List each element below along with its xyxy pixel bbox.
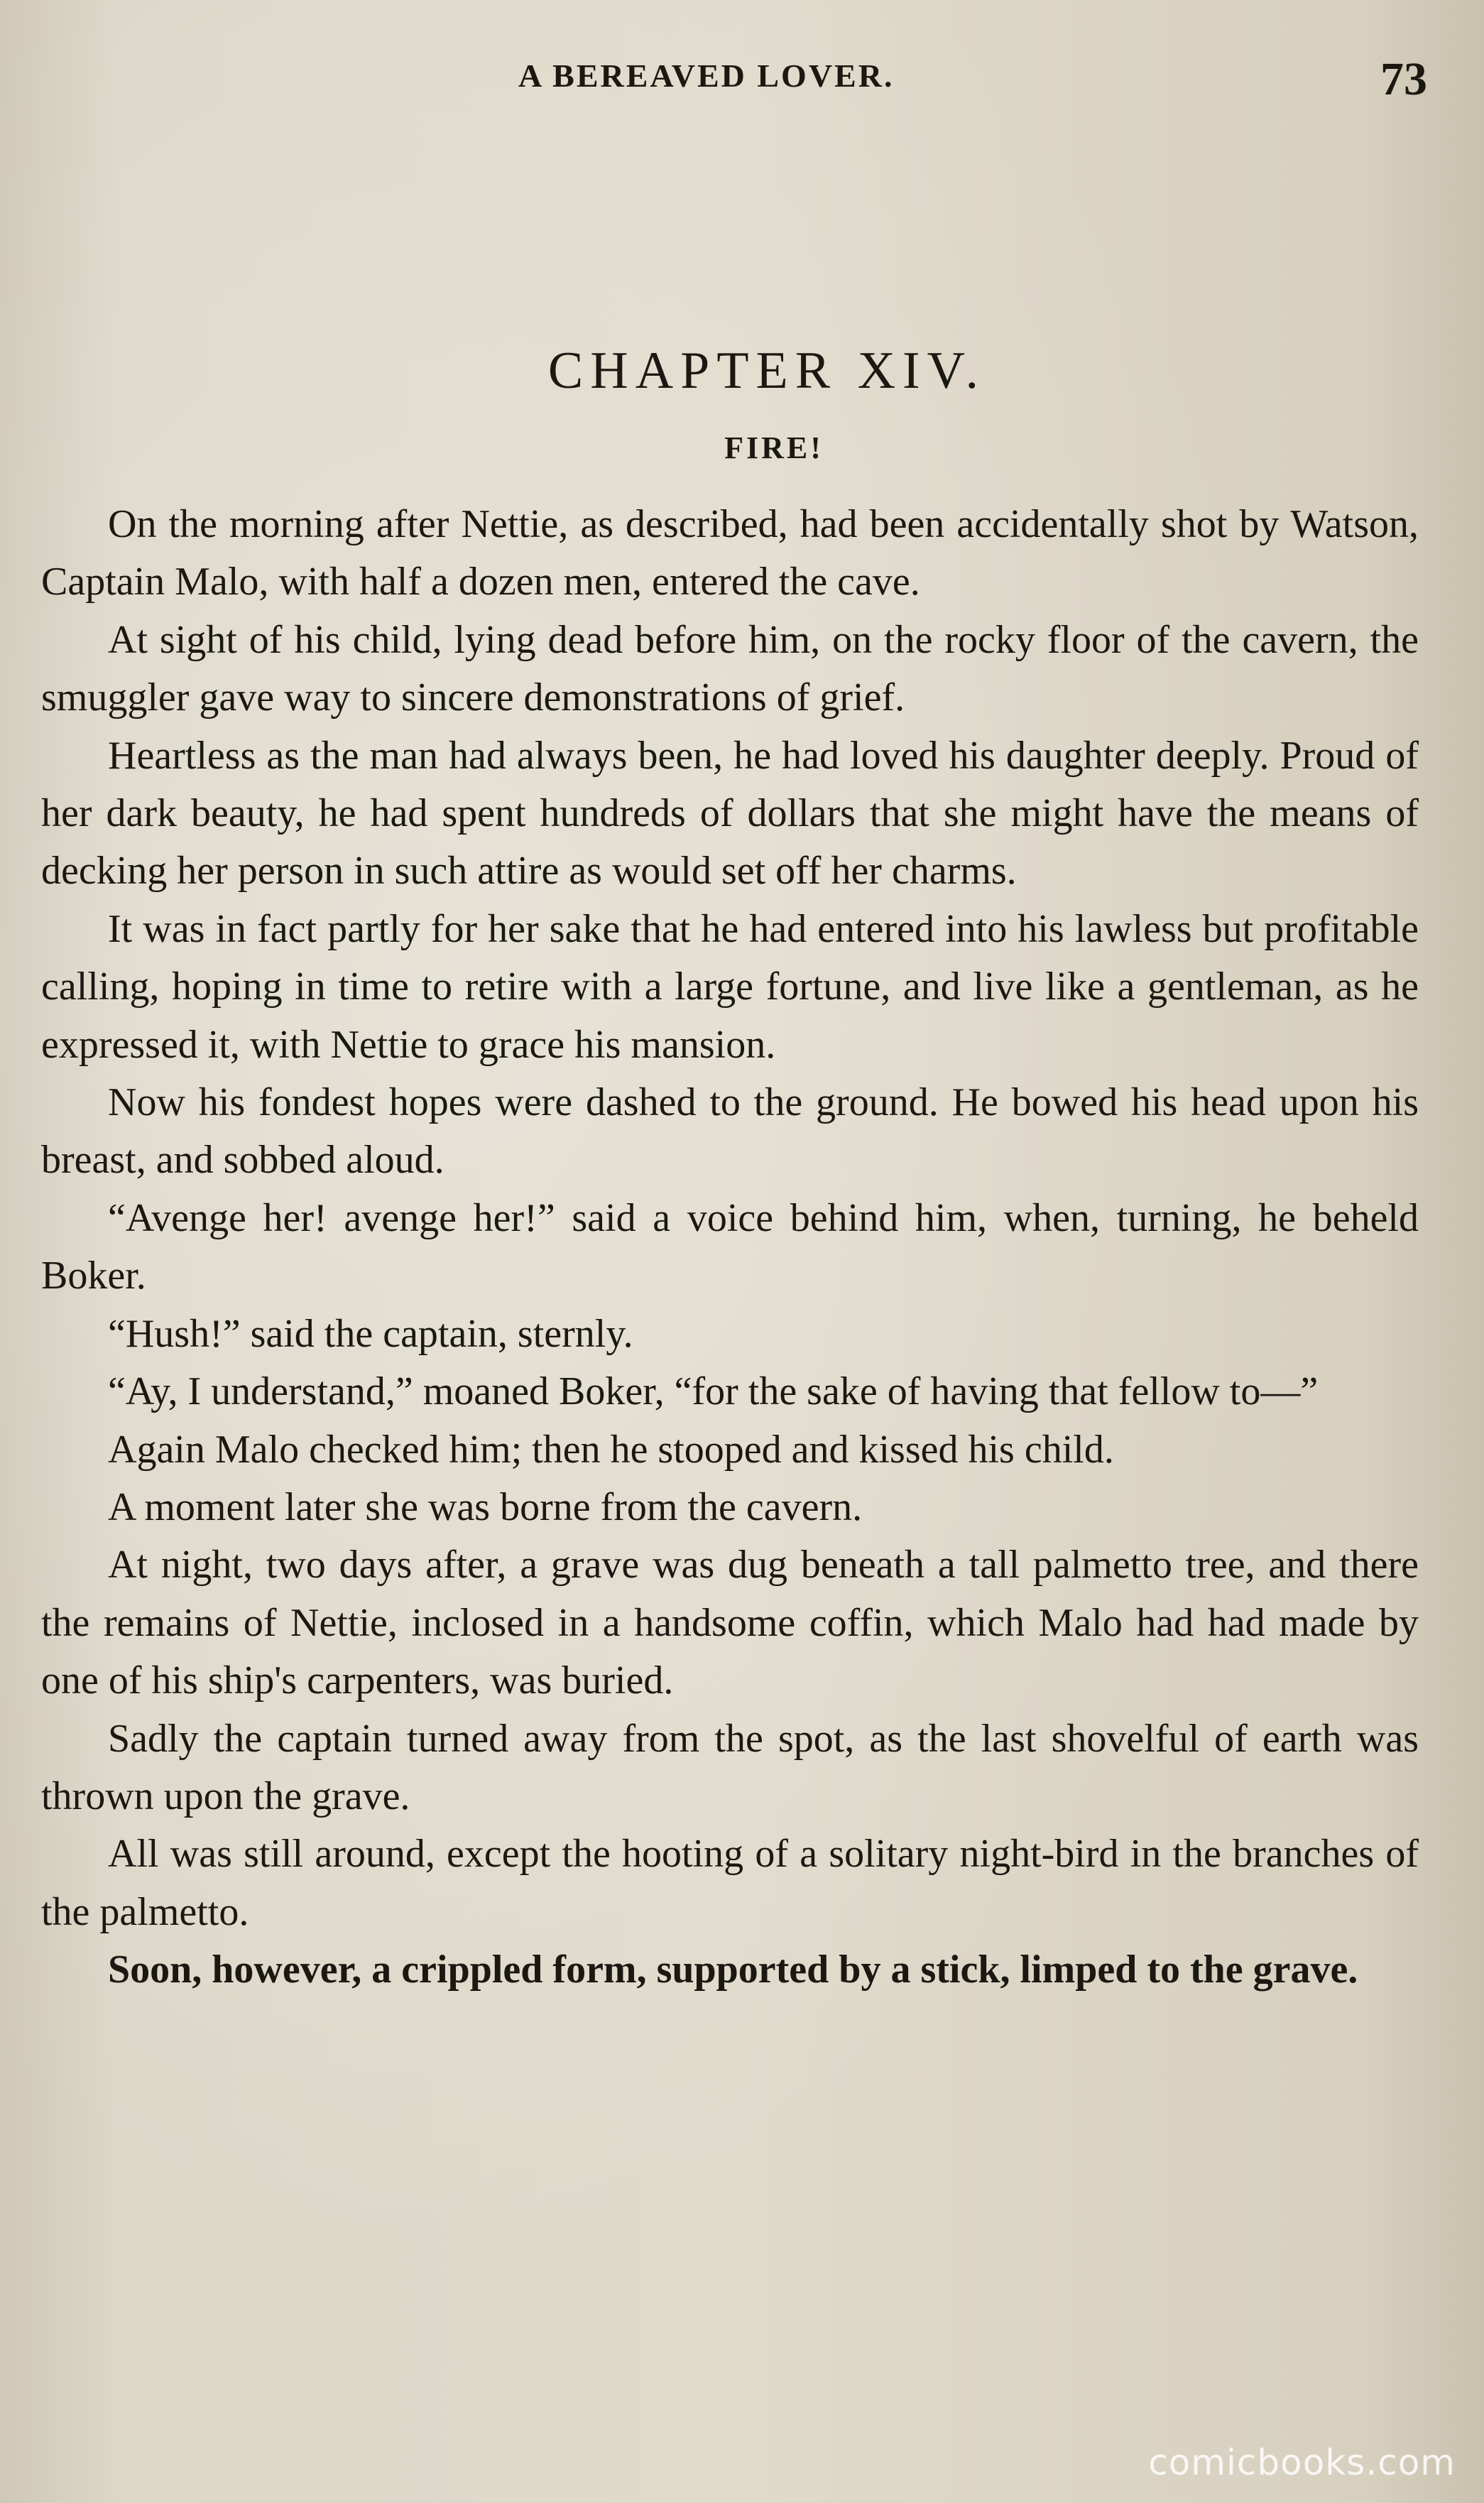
paragraph: Again Malo checked him; then he stooped and kissed his child. [108,1427,1114,1472]
paragraph: It was in fact partly for her sake that he had entered into his lawless but profitable calling, hoping in time to retire with a large fortune, and live like a gentleman, as he expressed it, with Nettie to grace his mansion. [41,906,1419,1067]
paragraph: “Avenge her! avenge her!” said a voice behind him, when, turning, he beheld Boker. [41,1195,1419,1298]
paragraph: Soon, however, a crippled form, supported by a stick, limped to the grave. [108,1948,1358,1992]
chapter-subtitle: FIRE! [724,430,824,465]
watermark: comicbooks.com [1148,2442,1456,2483]
chapter-body [41,496,1419,1999]
paragraph: At night, two days after, a grave was dug beneath a tall palmetto tree, and there the remains of Nettie, inclosed in a handsome coffin, which Malo had had made by one of his ship's carpenters, was buried. [41,1543,1419,1703]
paragraph: On the morning after Nettie, as described, had been accidentally shot by Watson, Captain Malo, with half a dozen men, entered the cave. [41,502,1419,604]
paragraph: A moment later she was borne from the cavern. [108,1484,863,1529]
paragraph: “Ay, I understand,” moaned Boker, “for the sake of having that fellow to—” [108,1369,1319,1414]
paragraph: Now his fondest hopes were dashed to the ground. He bowed his head upon his breast, and sobbed aloud. [41,1080,1419,1183]
paragraph: All was still around, except the hooting of a solitary night-bird in the branches of the palmetto. [41,1832,1419,1934]
chapter-title: CHAPTER XIV. [547,342,986,400]
paragraph: Sadly the captain turned away from the spot, as the last shovelful of earth was thrown upon the grave. [41,1716,1419,1818]
running-head [0,53,1484,107]
paragraph: At sight of his child, lying dead before him, on the rocky floor of the cavern, the smuggler gave way to sincere demonstrations of grief. [41,617,1419,720]
paragraph: Heartless as the man had always been, he had loved his daughter deeply. Proud of her dark beauty, he had spent hundreds of dollars that she might have the means of decking her person in such attire as would set off her charms. [41,733,1419,894]
paragraph: “Hush!” said the captain, sternly. [108,1311,633,1356]
page-number: 73 [1380,53,1427,105]
running-head-title: A BEREAVED LOVER. [518,58,895,94]
